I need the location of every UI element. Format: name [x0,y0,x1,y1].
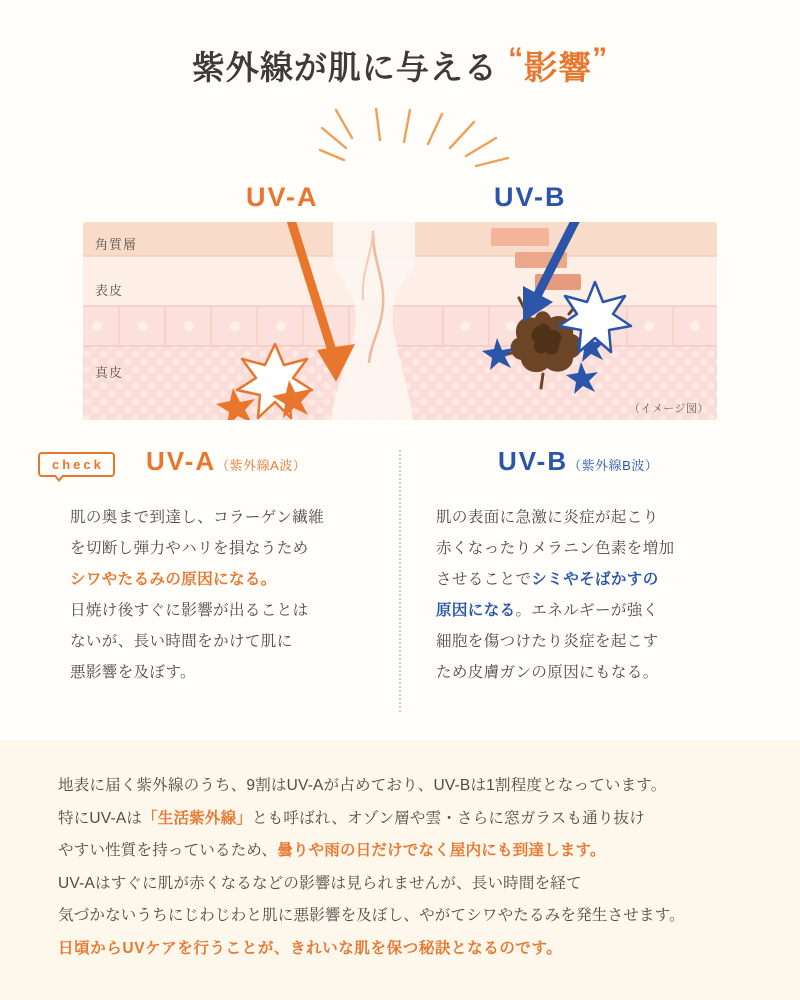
title-text: 紫外線が肌に与える [191,49,498,86]
uva-diagram-label: UV-A [246,182,319,212]
summary-line-5: 気づかないうちにじわじわと肌に悪影響を及ぼし、やがてシワやたるみを発生させます。 [58,907,685,925]
uva-description [70,502,370,688]
uva-highlight: シワやたるみの原因になる。 [70,571,277,588]
summary-line-3a: やすい性質を持っているため、 [58,842,278,860]
uvb-highlight-1: シミやそばかすの [531,571,659,588]
page-title [0,42,800,89]
check-badge: check [38,452,115,477]
summary-highlight-1: 「生活紫外線」 [142,809,252,827]
title-quote-close: ” [592,42,609,75]
uva-heading-sub: （紫外線A波） [216,458,307,473]
uva-line-2: を切断し弾力やハリを損なうため [70,540,309,557]
column-divider [399,450,401,712]
uv-comparison-section [0,440,800,718]
uvb-line-4: 細胞を傷つけたり炎症を起こす [436,633,659,650]
title-accent: 影響 [524,49,593,86]
uvb-line-3a: させることで [436,571,532,588]
uvb-line-1: 肌の表面に急激に炎症が起こり [436,509,659,526]
uva-line-3: 日焼け後すぐに影響が出ることは [70,602,309,619]
summary-line-1: 地表に届く紫外線のうち、9割はUV-Aが占めており、UV-Bは1割程度となっています。 [58,777,667,794]
summary-line-4: UV-Aはすぐに肌が赤くなるなどの影響は見られませんが、長い時間を経て [58,874,582,892]
uva-line-5: 悪影響を及ぼす。 [70,664,196,681]
uvb-line-2: 赤くなったりメラニン色素を増加 [436,540,675,557]
skin-cross-section-diagram [83,222,717,420]
sun-rays-icon [318,108,518,178]
uvb-heading [498,446,658,477]
summary-line-2a: 特にUV-Aは [58,809,143,827]
title-quote-open: “ [508,42,525,75]
uva-heading-main: UV-A [146,446,217,476]
uvb-description [436,502,746,688]
summary-line-2b: とも呼ばれ、オゾン層や雲・さらに窓ガラスも通り抜け [251,809,645,827]
uvb-line-5: ため皮膚ガンの原因にもなる。 [436,664,659,681]
uva-line-4: ないが、長い時間をかけて肌に [70,633,293,650]
layer-label-epidermis: 表皮 [95,283,124,298]
uvb-highlight-2: 原因になる [436,602,516,619]
layer-label-stratum-corneum: 角質層 [95,237,138,252]
uvb-heading-sub: （紫外線B波） [568,458,659,473]
summary-note-panel [0,740,800,1000]
uva-heading [146,446,306,477]
image-note: （イメージ図） [628,403,709,415]
summary-note-text [58,770,758,965]
uva-line-1: 肌の奥まで到達し、コラーゲン繊維 [70,509,325,526]
layer-label-dermis: 真皮 [95,365,124,380]
uvb-line-3b: 。エネルギーが強く [515,602,659,619]
uvb-heading-main: UV-B [498,446,569,476]
summary-line-6: 日頃からUVケアを行うことが、きれいな肌を保つ秘訣となるのです。 [58,939,563,957]
uvb-diagram-label: UV-B [494,182,567,212]
summary-highlight-2: 曇りや雨の日だけでなく屋内にも到達します。 [277,842,606,860]
